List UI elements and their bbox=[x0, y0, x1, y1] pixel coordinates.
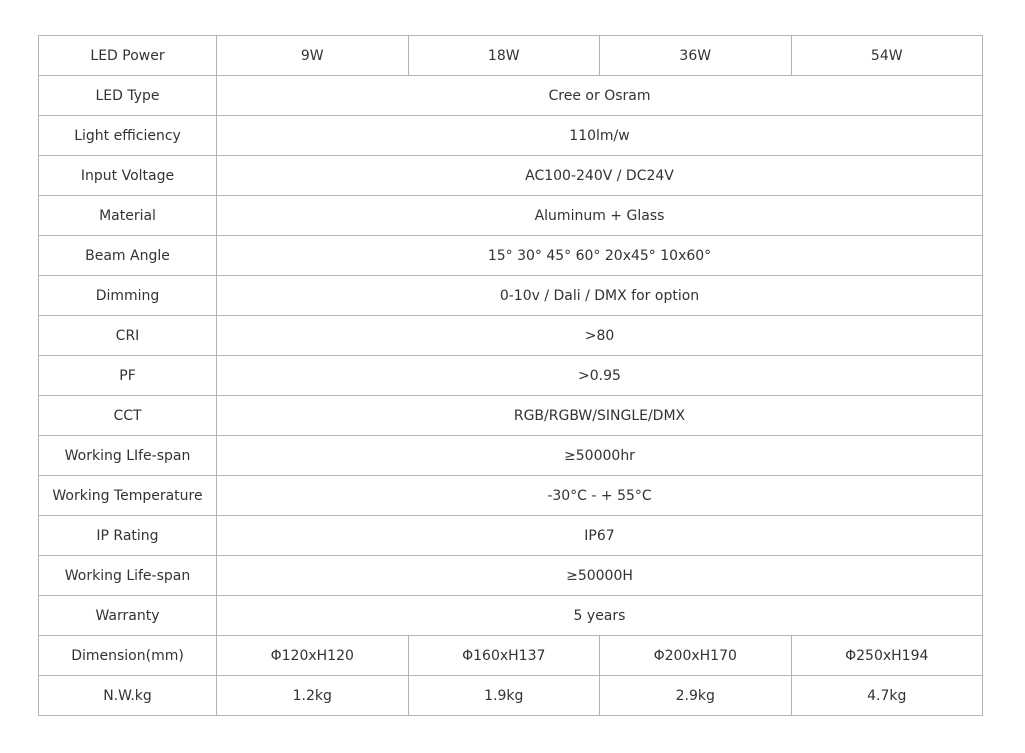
weight-cell: 4.7kg bbox=[791, 676, 983, 716]
table-row bbox=[39, 316, 983, 356]
row-label: CCT bbox=[39, 396, 217, 436]
row-label: Material bbox=[39, 196, 217, 236]
row-value: Aluminum + Glass bbox=[217, 196, 983, 236]
row-label: Working Temperature bbox=[39, 476, 217, 516]
row-value: >0.95 bbox=[217, 356, 983, 396]
row-value: RGB/RGBW/SINGLE/DMX bbox=[217, 396, 983, 436]
table-row-led-power bbox=[39, 36, 983, 76]
table-row bbox=[39, 556, 983, 596]
dimension-cell: Φ160xH137 bbox=[408, 636, 600, 676]
row-value: ≥50000H bbox=[217, 556, 983, 596]
row-value: 110lm/w bbox=[217, 116, 983, 156]
table-row-weight bbox=[39, 676, 983, 716]
row-value: >80 bbox=[217, 316, 983, 356]
table-row bbox=[39, 196, 983, 236]
power-cell: 18W bbox=[408, 36, 600, 76]
row-value: 15° 30° 45° 60° 20x45° 10x60° bbox=[217, 236, 983, 276]
table-row bbox=[39, 156, 983, 196]
weight-cell: 1.9kg bbox=[408, 676, 600, 716]
row-value: 0-10v / Dali / DMX for option bbox=[217, 276, 983, 316]
power-cell: 54W bbox=[791, 36, 983, 76]
table-row bbox=[39, 396, 983, 436]
row-label: LED Power bbox=[39, 36, 217, 76]
row-label: Input Voltage bbox=[39, 156, 217, 196]
row-value: ≥50000hr bbox=[217, 436, 983, 476]
table-row bbox=[39, 236, 983, 276]
row-label: PF bbox=[39, 356, 217, 396]
row-label: CRI bbox=[39, 316, 217, 356]
row-label: IP Rating bbox=[39, 516, 217, 556]
row-label: Working LIfe-span bbox=[39, 436, 217, 476]
table-row-dimension bbox=[39, 636, 983, 676]
row-value: -30°C - + 55°C bbox=[217, 476, 983, 516]
row-label: Dimming bbox=[39, 276, 217, 316]
row-label: Beam Angle bbox=[39, 236, 217, 276]
row-label: Dimension(mm) bbox=[39, 636, 217, 676]
weight-cell: 1.2kg bbox=[217, 676, 409, 716]
dimension-cell: Φ120xH120 bbox=[217, 636, 409, 676]
row-label: Light efficiency bbox=[39, 116, 217, 156]
row-label: Working Life-span bbox=[39, 556, 217, 596]
power-cell: 9W bbox=[217, 36, 409, 76]
row-label: Warranty bbox=[39, 596, 217, 636]
dimension-cell: Φ250xH194 bbox=[791, 636, 983, 676]
row-value: 5 years bbox=[217, 596, 983, 636]
table-row bbox=[39, 276, 983, 316]
row-value: Cree or Osram bbox=[217, 76, 983, 116]
table-row bbox=[39, 596, 983, 636]
spec-table bbox=[38, 35, 983, 716]
table-row bbox=[39, 116, 983, 156]
power-cell: 36W bbox=[600, 36, 792, 76]
table-row bbox=[39, 516, 983, 556]
row-label: LED Type bbox=[39, 76, 217, 116]
weight-cell: 2.9kg bbox=[600, 676, 792, 716]
table-row bbox=[39, 356, 983, 396]
dimension-cell: Φ200xH170 bbox=[600, 636, 792, 676]
row-label: N.W.kg bbox=[39, 676, 217, 716]
row-value: AC100-240V / DC24V bbox=[217, 156, 983, 196]
row-value: IP67 bbox=[217, 516, 983, 556]
table-row bbox=[39, 436, 983, 476]
table-row bbox=[39, 476, 983, 516]
table-row bbox=[39, 76, 983, 116]
